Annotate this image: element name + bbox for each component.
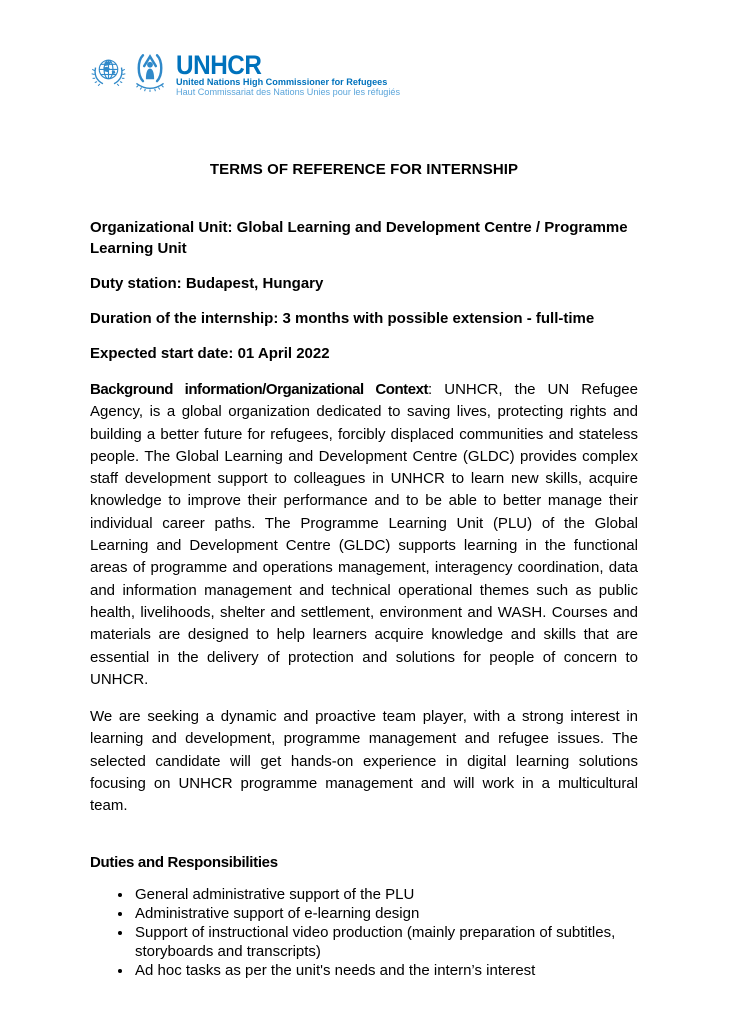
field-organizational-unit <box>90 217 638 259</box>
duties-list <box>90 885 638 980</box>
field-duty-station <box>90 273 638 294</box>
duty-item: • General administrative support of the PLU <box>133 885 638 904</box>
duty-item: • Ad hoc tasks as per the unit's needs and the intern’s interest <box>133 961 638 980</box>
duties-heading: Duties and Responsibilities <box>90 853 278 871</box>
background-label: Background information/Organizational Context <box>90 381 429 398</box>
logo-tagline-english: United Nations High Commissioner for Refugees <box>176 77 388 88</box>
page-title: TERMS OF REFERENCE FOR INTERNSHIP <box>209 161 519 178</box>
duty-item: • Support of instructional video production (mainly preparation of subtitles, storyboards and transcripts) <box>133 923 638 961</box>
intro-paragraph: We are seeking a dynamic and proactive team player, with a strong interest in learning and development, programme management and refugee issues. The selected candidate will get hands-on experience in digital learning solutions focusing on UNHCR programme management and will work in a multicultural team. <box>90 708 638 815</box>
background-paragraph <box>90 379 638 691</box>
field-value: 01 April 2022 <box>237 345 330 362</box>
field-label: Duty station: <box>90 275 182 292</box>
field-value: 3 months with possible extension - full-time <box>282 310 595 327</box>
logo-tagline-french: Haut Commissariat des Nations Unies pour les réfugiés <box>176 87 401 98</box>
field-label: Expected start date: <box>90 345 234 362</box>
un-globe-emblem-icon <box>90 55 127 94</box>
field-start-date <box>90 343 638 364</box>
field-label: Organizational Unit: <box>90 219 233 236</box>
background-body: : UNHCR, the UN Refugee Agency, is a global organization dedicated to saving lives, protecting rights and building a better future for refugees, forcibly displaced communities and stateless people. The Global Learning and Development Centre (GLDC) provides complex staff development support to colleagues in UNHCR to learn new skills, acquire knowledge to improve their performance and to be able to better manage their individual career paths. The Programme Learning Unit (PLU) of the Global Learning and Development Centre (GLDC) supports learning in the functional areas of programme and operations management, interagency coordination, data and information management and technical operational themes such as public health, livelihoods, shelter and settlement, environment and WASH. Courses and materials are designed to help learners acquire knowledge and skills that are essential in the delivery of protection and solutions for people of concern to UNHCR. <box>90 381 638 688</box>
summary-fields <box>90 217 638 364</box>
field-value: Global Learning and Development Centre / Programme Learning Unit <box>90 219 628 257</box>
field-label: Duration of the internship: <box>90 310 279 327</box>
field-value: Budapest, Hungary <box>185 275 324 292</box>
unhcr-wordmark: UNHCR <box>176 50 262 80</box>
unhcr-refugee-emblem-icon <box>131 52 169 97</box>
duty-item: • Administrative support of e-learning design <box>133 904 638 923</box>
unhcr-logo <box>90 52 638 98</box>
logo-text-block <box>176 52 409 98</box>
field-duration <box>90 308 638 329</box>
